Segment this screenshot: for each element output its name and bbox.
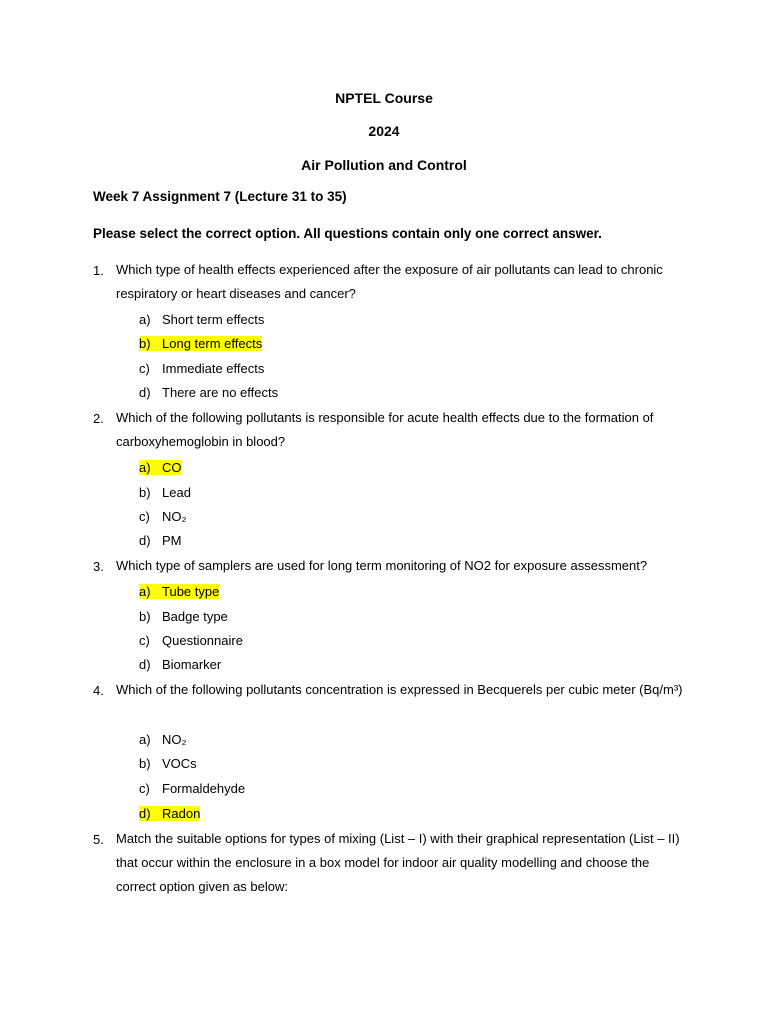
option-1b-highlighted: [139, 336, 262, 351]
question-3: [93, 559, 683, 578]
option-text: Lead: [162, 485, 191, 500]
option-letter: b): [139, 609, 151, 624]
option-letter: c): [139, 361, 150, 376]
question-number: 2.: [93, 411, 104, 426]
option-letter: d): [139, 806, 151, 821]
option-text: Biomarker: [162, 657, 222, 672]
option-4b: [139, 756, 197, 771]
option-letter: d): [139, 657, 151, 672]
question-number: 4.: [93, 683, 104, 698]
option-2d: [139, 533, 182, 548]
question-text: Which of the following pollutants is responsible for acute health effects due to the formation of carboxyhemoglobin in blood?: [116, 410, 654, 449]
option-3d: [139, 657, 221, 672]
option-3b: [139, 609, 228, 624]
option-4d-highlighted: [139, 806, 200, 821]
option-text: Immediate effects: [162, 361, 265, 376]
option-text: NO₂: [162, 732, 187, 747]
question-text: Match the suitable options for types of mixing (List – I) with their graphical representation (List – II) that occur within the enclosure in a box model for indoor air quality modelling and choose the correct option given as below:: [116, 831, 680, 894]
option-text: CO: [162, 460, 182, 475]
option-text: NO₂: [162, 509, 187, 524]
week-heading: Week 7 Assignment 7 (Lecture 31 to 35): [93, 189, 347, 204]
option-letter: a): [139, 732, 151, 747]
question-text: Which type of health effects experienced after the exposure of air pollutants can lead to chronic respiratory or heart diseases and cancer?: [116, 262, 663, 301]
option-letter: b): [139, 756, 151, 771]
option-letter: c): [139, 509, 150, 524]
option-text: Long term effects: [162, 336, 263, 351]
option-letter: d): [139, 385, 151, 400]
option-2c: [139, 509, 187, 524]
option-letter: d): [139, 533, 151, 548]
option-text: Badge type: [162, 609, 228, 624]
option-letter: b): [139, 485, 151, 500]
question-1: [93, 263, 683, 306]
question-number: 3.: [93, 559, 104, 574]
option-letter: c): [139, 633, 150, 648]
option-text: Radon: [162, 806, 201, 821]
option-text: Questionnaire: [162, 633, 243, 648]
course-year: 2024: [368, 123, 400, 139]
question-number: 5.: [93, 832, 104, 847]
question-5: [93, 832, 683, 899]
option-letter: a): [139, 460, 151, 475]
option-letter: a): [139, 584, 151, 599]
option-1c: [139, 361, 264, 376]
course-title: NPTEL Course: [335, 90, 433, 106]
question-2: [93, 411, 683, 454]
option-3a-highlighted: [139, 584, 219, 599]
option-2a-highlighted: [139, 460, 182, 475]
option-text: Formaldehyde: [162, 781, 246, 796]
question-4: [93, 683, 683, 702]
option-letter: b): [139, 336, 151, 351]
option-1d: [139, 385, 278, 400]
question-text: Which of the following pollutants concentration is expressed in Becquerels per cubic meter (Bq/m³): [116, 682, 683, 697]
option-text: There are no effects: [162, 385, 279, 400]
course-subject: Air Pollution and Control: [301, 157, 467, 173]
instruction-line: Please select the correct option. All questions contain only one correct answer.: [93, 226, 602, 241]
question-text: Which type of samplers are used for long term monitoring of NO2 for exposure assessment?: [116, 558, 648, 573]
option-1a: [139, 312, 264, 327]
option-2b: [139, 485, 191, 500]
option-text: Tube type: [162, 584, 220, 599]
option-4c: [139, 781, 245, 796]
question-number: 1.: [93, 263, 104, 278]
option-3c: [139, 633, 243, 648]
option-4a: [139, 732, 187, 747]
option-text: PM: [162, 533, 182, 548]
option-letter: a): [139, 312, 151, 327]
option-letter: c): [139, 781, 150, 796]
option-text: VOCs: [162, 756, 197, 771]
option-text: Short term effects: [162, 312, 265, 327]
